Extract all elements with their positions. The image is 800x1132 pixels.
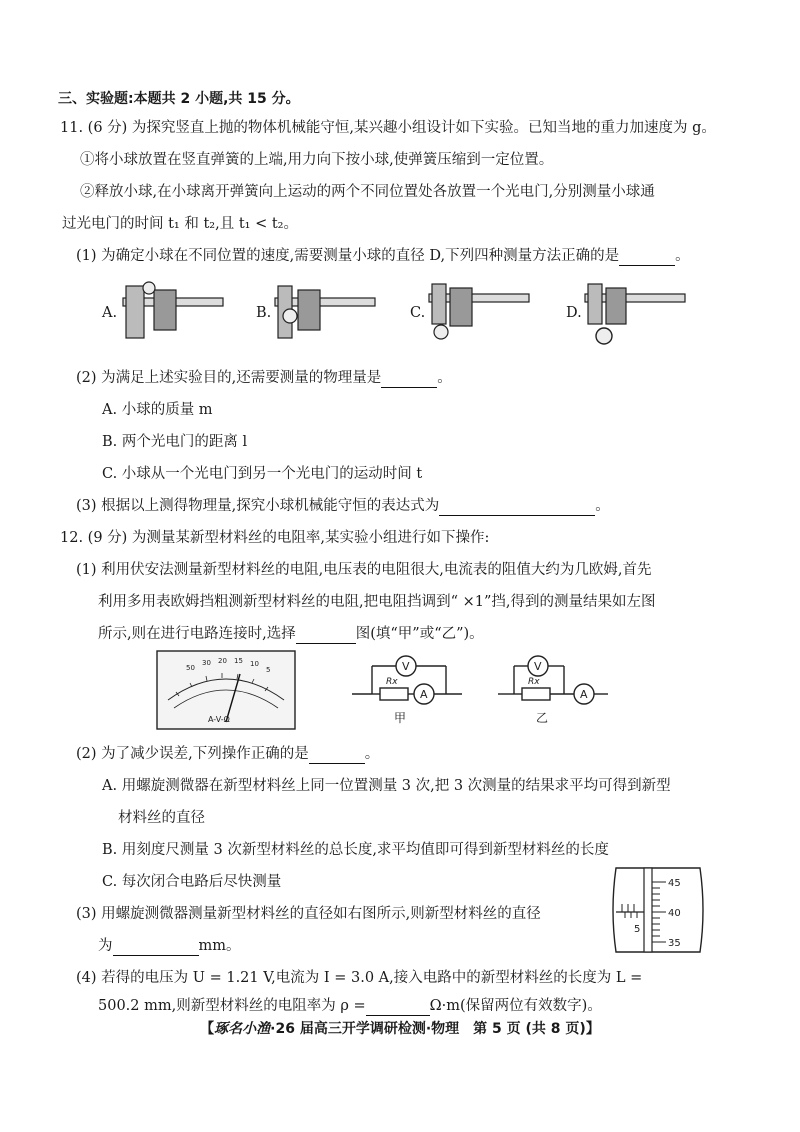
q11-sub2-text: (2) 为满足上述实验目的,还需要测量的物理量是 bbox=[76, 370, 382, 386]
q12-sub2-option-c: C. 每次闭合电路后尽快测量 bbox=[102, 874, 282, 890]
meter-label: A-V-Ω bbox=[208, 715, 230, 724]
micrometer-label-5: 5 bbox=[634, 924, 641, 935]
micrometer-label-35: 35 bbox=[668, 938, 681, 949]
circuit-jia-label: 甲 bbox=[394, 711, 407, 725]
q11-sub1-end: 。 bbox=[675, 248, 690, 264]
footer-brand-logo: 琢名小渔 bbox=[214, 1021, 271, 1037]
q12-sub1b: 利用多用表欧姆挡粗测新型材料丝的电阻,把电阻挡调到“ ×1”挡,得到的测量结果如左图 bbox=[98, 594, 656, 610]
meter-tick-30: 30 bbox=[202, 659, 211, 667]
footer-text: ·26 届高三开学调研检测·物理 第 5 页 (共 8 页) bbox=[270, 1021, 586, 1037]
q11-sub3-blank[interactable] bbox=[439, 500, 595, 516]
q12-sub4-blank[interactable] bbox=[366, 1000, 430, 1016]
q12-sub3a: (3) 用螺旋测微器测量新型材料丝的直径如右图所示,则新型材料丝的直径 bbox=[76, 906, 541, 922]
circuit-jia-voltmeter: V bbox=[402, 660, 410, 673]
q11-sub2 bbox=[76, 368, 452, 388]
q11-sub1 bbox=[76, 246, 690, 266]
caliper-a-figure bbox=[118, 280, 228, 350]
q12-stem: 12. (9 分) 为测量某新型材料丝的电阻率,某实验小组进行如下操作: bbox=[60, 530, 490, 546]
meter-tick-50: 50 bbox=[186, 664, 195, 672]
q12-sub4b bbox=[98, 996, 602, 1016]
q11-sub3 bbox=[76, 496, 610, 516]
q11-sub2-option-c: C. 小球从一个光电门到另一个光电门的运动时间 t bbox=[102, 466, 423, 482]
caliper-c-figure bbox=[424, 280, 534, 350]
micrometer-figure bbox=[608, 862, 708, 958]
meter-tick-5: 5 bbox=[266, 666, 271, 674]
q12-sub1-blank[interactable] bbox=[296, 628, 356, 644]
circuit-jia-ammeter: A bbox=[420, 688, 428, 701]
circuit-yi-voltmeter: V bbox=[534, 660, 542, 673]
caliper-label-b: B. bbox=[256, 305, 272, 321]
q12-sub2-end: 。 bbox=[364, 746, 380, 762]
circuit-yi-ammeter: A bbox=[580, 688, 588, 701]
q12-sub2-option-b: B. 用刻度尺测量 3 次新型材料丝的总长度,求平均值即可得到新型材料丝的长度 bbox=[102, 842, 609, 858]
caliper-label-a: A. bbox=[102, 305, 118, 321]
multimeter-figure bbox=[156, 650, 296, 730]
q11-sub2-end: 。 bbox=[437, 370, 452, 386]
caliper-label-c: C. bbox=[410, 305, 426, 321]
meter-tick-10: 10 bbox=[250, 660, 259, 668]
q12-sub2-option-a: A. 用螺旋测微器在新型材料丝上同一位置测量 3 次,把 3 次测量的结果求平均可得到新型 bbox=[102, 778, 671, 794]
q11-sub2-option-b: B. 两个光电门的距离 l bbox=[102, 434, 248, 450]
q12-sub3-blank[interactable] bbox=[113, 940, 199, 956]
section-header: 三、实验题:本题共 2 小题,共 15 分。 bbox=[58, 91, 300, 107]
circuit-yi-resistor: Rx bbox=[528, 677, 540, 687]
q12-sub3b bbox=[98, 936, 241, 956]
q12-sub2-text: (2) 为了减少误差,下列操作正确的是 bbox=[76, 746, 309, 762]
q11-step2a: ②释放小球,在小球离开弹簧向上运动的两个不同位置处各放置一个光电门,分别测量小球通 bbox=[80, 184, 655, 200]
circuit-yi-label: 乙 bbox=[536, 711, 549, 725]
page-footer bbox=[0, 1018, 800, 1038]
q12-sub1c bbox=[98, 624, 484, 644]
circuit-jia-figure bbox=[348, 650, 466, 732]
q11-sub1-blank[interactable] bbox=[619, 250, 675, 266]
q12-sub4a: (4) 若得的电压为 U = 1.21 V,电流为 I = 3.0 A,接入电路中的新型材料丝的长度为 L = bbox=[76, 970, 643, 986]
circuit-jia-resistor: Rx bbox=[386, 677, 398, 687]
q11-step1: ①将小球放置在竖直弹簧的上端,用力向下按小球,使弹簧压缩到一定位置。 bbox=[80, 152, 554, 168]
q11-step2b: 过光电门的时间 t₁ 和 t₂,且 t₁ < t₂。 bbox=[62, 216, 298, 232]
q11-sub1-text: (1) 为确定小球在不同位置的速度,需要测量小球的直径 D,下列四种测量方法正确的是 bbox=[76, 248, 620, 264]
q12-sub4b-pre: 500.2 mm,则新型材料丝的电阻率为 ρ = bbox=[98, 998, 366, 1014]
meter-tick-15: 15 bbox=[234, 657, 243, 665]
q11-sub3-end: 。 bbox=[595, 498, 610, 514]
caliper-b-figure bbox=[270, 280, 380, 350]
circuit-yi-figure bbox=[494, 650, 612, 732]
q12-sub3b-pre: 为 bbox=[98, 938, 113, 954]
q11-sub3-text: (3) 根据以上测得物理量,探究小球机械能守恒的表达式为 bbox=[76, 498, 440, 514]
footer-close-bracket: 】 bbox=[585, 1021, 600, 1037]
q12-sub2-option-a-cont: 材料丝的直径 bbox=[118, 810, 205, 826]
q12-sub1c-pre: 所示,则在进行电路连接时,选择 bbox=[98, 626, 296, 642]
q12-sub1a: (1) 利用伏安法测量新型材料丝的电阻,电压表的电阻很大,电流表的阻值大约为几欧姆,首先 bbox=[76, 562, 652, 578]
micrometer-label-45: 45 bbox=[668, 878, 681, 889]
micrometer-label-40: 40 bbox=[668, 908, 681, 919]
q11-sub2-option-a: A. 小球的质量 m bbox=[102, 402, 213, 418]
caliper-label-d: D. bbox=[566, 305, 582, 321]
q11-sub2-blank[interactable] bbox=[381, 372, 437, 388]
q12-sub1c-post: 图(填“甲”或“乙”)。 bbox=[355, 626, 484, 642]
meter-tick-20: 20 bbox=[218, 657, 227, 665]
caliper-d-figure bbox=[580, 280, 690, 350]
q12-sub3b-post: mm。 bbox=[198, 938, 241, 954]
q12-sub4b-post: Ω·m(保留两位有效数字)。 bbox=[429, 998, 602, 1014]
q12-sub2 bbox=[76, 744, 379, 764]
footer-open-bracket: 【 bbox=[200, 1021, 215, 1037]
q12-sub2-blank[interactable] bbox=[309, 748, 365, 764]
q11-stem: 11. (6 分) 为探究竖直上抛的物体机械能守恒,某兴趣小组设计如下实验。已知当地的重力加速度为 g。 bbox=[60, 120, 716, 136]
